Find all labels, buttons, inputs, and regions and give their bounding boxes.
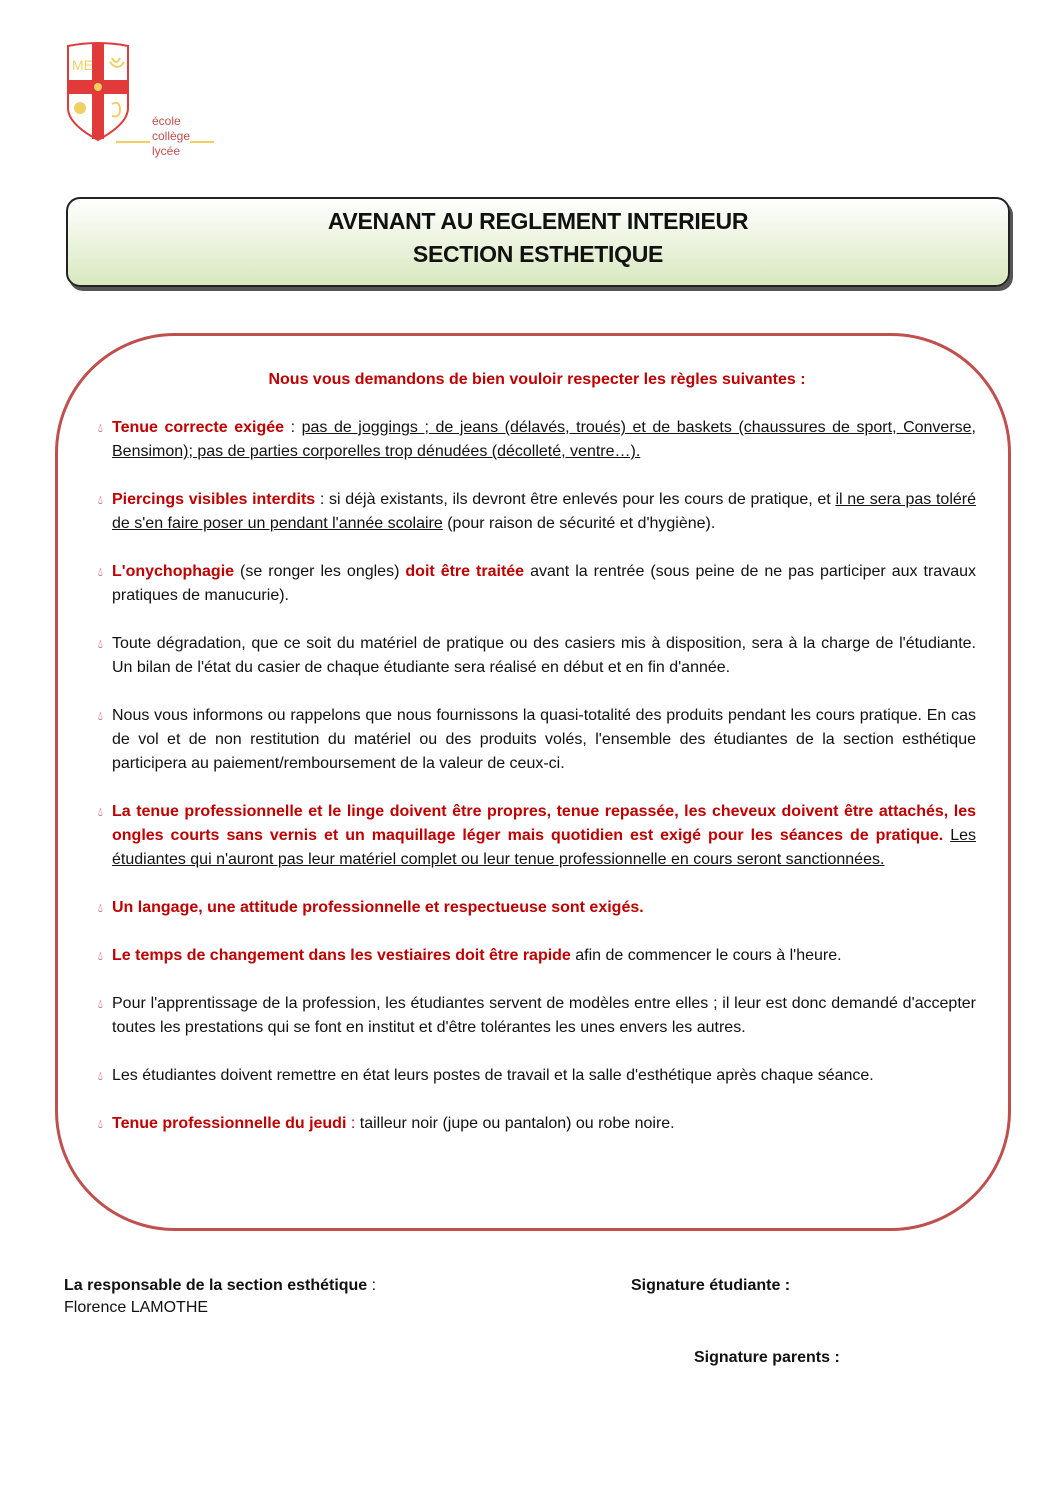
logo-text-ecole: école: [152, 114, 181, 128]
drop-icon: 💧︎: [98, 1069, 103, 1083]
rule-heading: Tenue correcte exigée: [112, 419, 285, 436]
rule-text: Nous vous informons ou rappelons que nous fournissons la quasi-totalité des produits pendant les cours pratique. En cas de vol et de non restitution du matériel ou des produits volés, l'ensemble des étudiantes de la section esthétique participera au paiement/remboursement de la valeur de ceux-ci.: [112, 707, 976, 772]
drop-icon: 💧︎: [98, 997, 103, 1011]
rule-underlined: Les étudiantes qui n'auront pas leur matériel complet ou leur tenue professionnelle en cours seront sanctionnées.: [112, 827, 977, 868]
document-title: AVENANT AU REGLEMENT INTERIEUR: [327, 208, 749, 234]
responsible-name: Florence LAMOTHE: [64, 1299, 209, 1316]
student-signature-label: Signature étudiante :: [631, 1277, 791, 1294]
rule-text: (pour raison de sécurité et d'hygiène).: [442, 515, 716, 532]
rule-item: [98, 416, 976, 464]
logo-text-lycee: lycée: [152, 144, 181, 158]
rule-heading: L'onychophagie: [112, 563, 235, 580]
rule-heading: Piercings visibles interdits: [112, 491, 316, 508]
responsible-label: La responsable de la section esthétique: [64, 1277, 368, 1294]
drop-icon: 💧︎: [98, 709, 103, 723]
rule-text: tailleur noir (jupe ou pantalon) ou robe noire.: [359, 1115, 675, 1132]
drop-icon: 💧︎: [98, 421, 103, 435]
drop-icon: 💧︎: [98, 1117, 103, 1131]
rule-item: [98, 896, 976, 920]
rules-intro: Nous vous demandons de bien vouloir respecter les règles suivantes :: [268, 371, 806, 388]
rule-text: (se ronger les ongles): [234, 563, 406, 580]
rule-text: Pour l'apprentissage de la profession, les étudiantes servent de modèles entre elles ; il leur est donc demandé d'accepter toutes les prestations qui se font en institut et d'être tolérantes les unes envers les autres.: [112, 995, 976, 1036]
rule-text: si déjà existants, ils devront être enlevés pour les cours de pratique, et: [329, 491, 836, 508]
rule-item: [98, 992, 976, 1040]
rule-separator: :: [346, 1115, 360, 1132]
drop-icon: 💧︎: [98, 565, 103, 579]
logo-text-college: collège: [152, 129, 191, 143]
rule-item: [98, 800, 976, 872]
drop-icon: 💧︎: [98, 901, 103, 915]
rule-separator: :: [284, 419, 302, 436]
school-logo: [62, 42, 222, 167]
document-subtitle: SECTION ESTHETIQUE: [412, 241, 664, 267]
title-banner: [66, 197, 1010, 287]
rule-heading: Tenue professionnelle du jeudi: [112, 1115, 347, 1132]
rule-text: afin de commencer le cours à l'heure.: [570, 947, 842, 964]
responsible-separator: :: [367, 1277, 377, 1294]
rule-underlined: il ne sera pas toléré de s'en faire poser un pendant l'année scolaire: [112, 491, 976, 532]
rule-item: [98, 944, 976, 968]
responsible-block: [64, 1275, 376, 1319]
svg-text:ME: ME: [72, 57, 93, 73]
rule-heading: Un langage, une attitude professionnelle et respectueuse sont exigés.: [112, 899, 644, 916]
logo-line-left: [116, 141, 150, 143]
drop-icon: 💧︎: [98, 493, 103, 507]
rules-list: [98, 368, 976, 1136]
logo-text: [152, 114, 190, 159]
rule-item: [98, 704, 976, 776]
rule-text: Les étudiantes doivent remettre en état leurs postes de travail et la salle d'esthétique après chaque séance.: [112, 1067, 874, 1084]
drop-icon: 💧︎: [98, 637, 103, 651]
rule-item: [98, 560, 976, 608]
rule-item: [98, 632, 976, 680]
rule-emphasis: doit être traitée: [405, 563, 525, 580]
drop-icon: 💧︎: [98, 949, 103, 963]
rule-text: avant la rentrée (sous peine de ne pas participer aux travaux pratiques de manucurie).: [112, 563, 976, 604]
rule-text: Toute dégradation, que ce soit du matériel de pratique ou des casiers mis à disposition, sera à la charge de l'étudiante. Un bilan de l'état du casier de chaque étudiante sera réalisé en début et en fin d'année.: [112, 635, 976, 676]
drop-icon: 💧︎: [98, 805, 103, 819]
rule-heading: La tenue professionnelle et le linge doivent être propres, tenue repassée, les cheveux doivent être attachés, les ongles courts sans vernis et un maquillage léger mais quotidien est exigé pour les séances de pratique.: [112, 803, 976, 844]
rule-item: [98, 488, 976, 536]
logo-line-right: [190, 141, 214, 143]
school-crest-icon: [66, 42, 130, 142]
rule-separator: :: [315, 491, 330, 508]
rule-item: [98, 1064, 976, 1088]
rule-underlined: pas de joggings ; de jeans (délavés, troués) et de baskets (chaussures de sport, Converse, Bensimon); pas de parties corporelles trop dénudées (décolleté, ventre…).: [112, 419, 977, 460]
parents-signature-label: Signature parents :: [694, 1349, 840, 1366]
rule-item: [98, 1112, 976, 1136]
rule-heading: Le temps de changement dans les vestiaires doit être rapide: [112, 947, 571, 964]
